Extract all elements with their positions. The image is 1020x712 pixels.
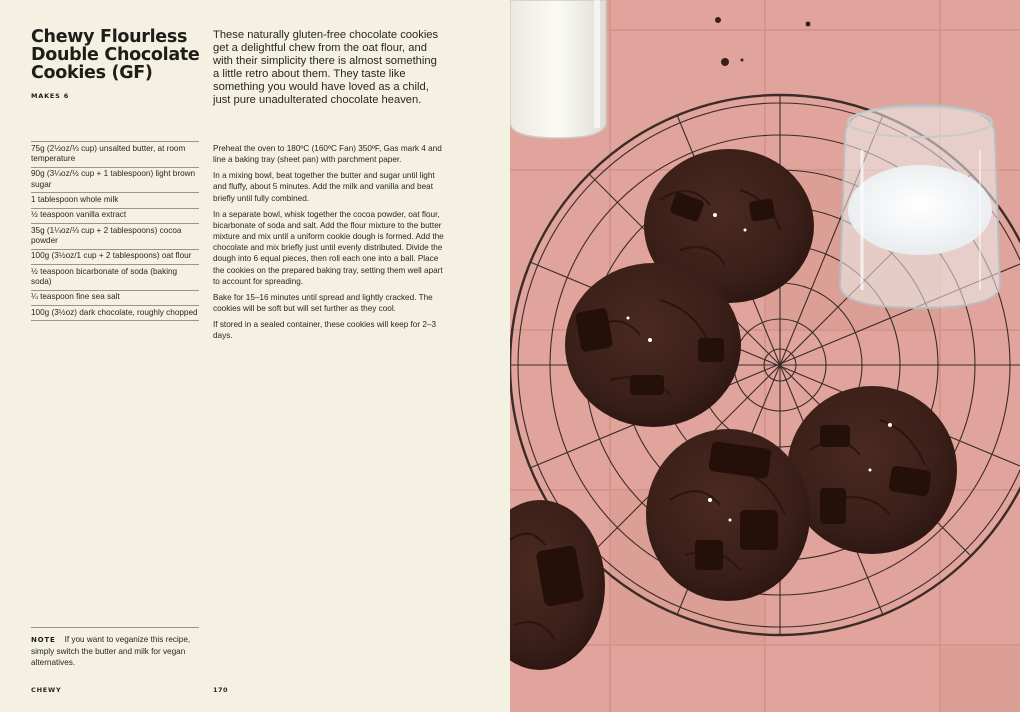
ingredient-item: 75g (2½oz/⅓ cup) unsalted butter, at room temperature — [31, 142, 199, 168]
cookie-icon — [787, 386, 957, 554]
method-step: In a separate bowl, whisk together the cocoa powder, oat flour, bicarbonate of soda and salt. Add the flour mixture to the butter mixture and mix until a uniform cookie dough is formed. Add the chocolate and mix briefly just until evenly distributed. Divide the dough into 6 equal pieces, then roll each one into a ball. Place the cookies on the prepared baking tray, setting them well apart to account for spreading. — [213, 209, 444, 286]
ingredient-item: ¼ teaspoon fine sea salt — [31, 291, 199, 306]
ingredient-item: ½ teaspoon vanilla extract — [31, 209, 199, 224]
method-steps — [213, 143, 445, 346]
ingredient-item: 35g (1¼oz/⅓ cup + 2 tablespoons) cocoa powder — [31, 224, 199, 250]
method-step: Bake for 15–16 minutes until spread and lightly cracked. The cookies will be soft but will set further as they cool. — [213, 292, 433, 314]
method-step: Preheat the oven to 180ºC (160ºC Fan) 350ºF, Gas mark 4 and line a baking tray (sheet pan) with parchment paper. — [213, 144, 442, 165]
recipe-note — [31, 627, 199, 669]
ingredient-item: 1 tablespoon whole milk — [31, 193, 199, 208]
ingredient-item: 90g (3¼oz/½ cup + 1 tablespoon) light brown sugar — [31, 168, 199, 194]
salt-jar-icon — [840, 105, 1000, 308]
ingredient-item: ½ teaspoon bicarbonate of soda (baking soda) — [31, 265, 199, 291]
recipe-title: Chewy Flourless Double Chocolate Cookies (GF) — [31, 27, 200, 83]
note-label: NOTE — [31, 636, 56, 644]
recipe-yield: MAKES 6 — [31, 92, 70, 100]
ingredient-item: 100g (3½oz) dark chocolate, roughly chopped — [31, 306, 199, 321]
ingredient-list — [31, 141, 199, 321]
recipe-intro: These naturally gluten-free chocolate cookies get a delightful chew from the oat flour, and with their simplicity there is almost something a little retro about them. They taste like something you would have loved as a child, just pure unadulterated chocolate heaven. — [213, 29, 439, 107]
cookies-photo — [510, 0, 1020, 712]
cookie-icon — [646, 429, 810, 601]
note-text: If you want to veganize this recipe, simply switch the butter and milk for vegan alternatives. — [31, 635, 191, 668]
method-step: If stored in a sealed container, these cookies will keep for 2–3 days. — [213, 320, 437, 341]
page-number: 170 — [213, 686, 229, 694]
method-step: In a mixing bowl, beat together the butter and sugar until light and fluffy, about 5 minutes. Add the milk and vanilla and beat briefly until fully combined. — [213, 171, 435, 203]
cookie-icon — [565, 263, 741, 427]
footer-section-name: CHEWY — [31, 686, 62, 694]
milk-glass-icon — [510, 0, 606, 138]
ingredient-item: 100g (3½oz/1 cup + 2 tablespoons) oat flour — [31, 250, 199, 265]
